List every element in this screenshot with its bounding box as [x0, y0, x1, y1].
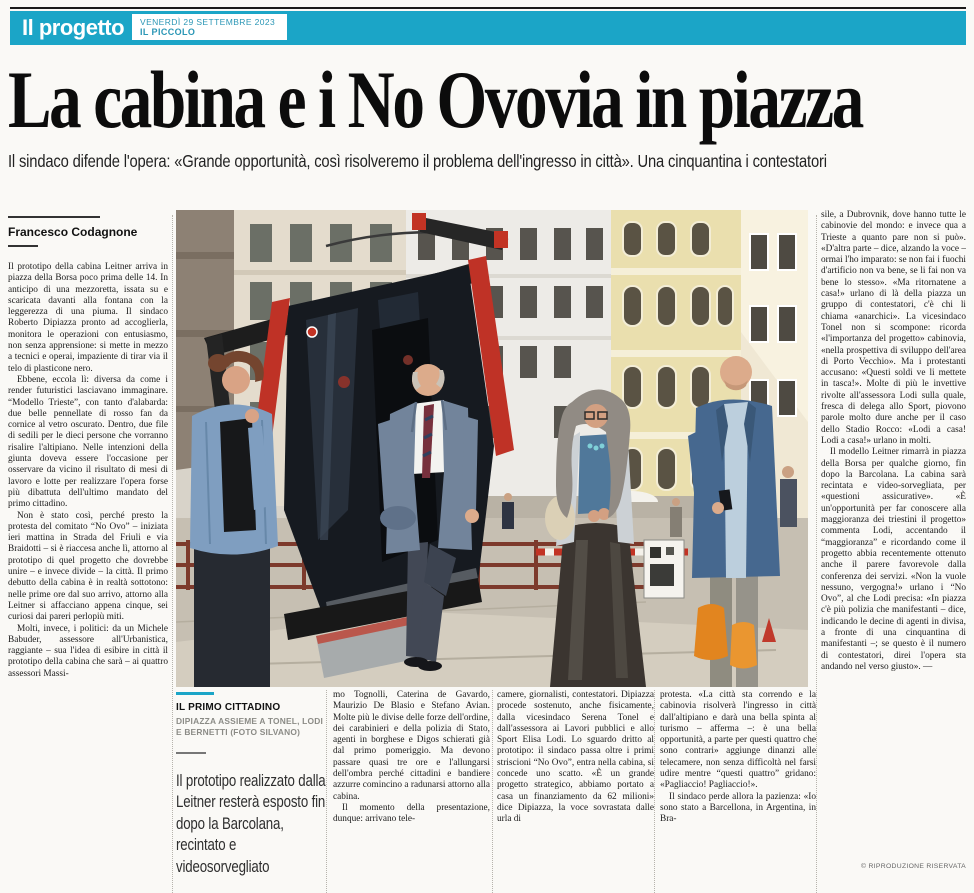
- column-separator: [816, 215, 817, 893]
- date-box: [132, 14, 287, 40]
- paragraph: camere, giornalisti, contestatori. Dipiazza procede sostenuto, anche fisicamente, dalla vicesindaco Serena Tonel e dall'assessora ai Lavori pubblici e allo Sport Elisa Lodi. Lo sguardo dritto al prototipo: il sindaco passa oltre i primi striscioni “No Ovo”, entra nella cabina, si concede uno scatto. «È un grande progetto strategico, abbiamo portato a casa un finanziamento da 62 milioni» dice Dipiazza, la voce sovrastata dalle urla di: [497, 690, 654, 825]
- paragraph: Il modello Leitner rimarrà in piazza della Borsa per qualche giorno, fin dopo la Barcolana. La cabina sarà recintata e video-sorvegliata, per «questioni assicurative». «È un'opportunità per far conoscere alla maggioranza dei triestini il progetto» commenta Lodi, accentando il “maggioranza” e ricordando come il progetto abbia recentemente ottenuto anche il parere favorevole dalla conferenza dei servizi. «Non la vuole nessuno, vergogna!» urlano i “No Ovo”, al che Lodi precisa: «In piazza c'è più polizia che manifestanti – dice, indicando le decine di agenti in divisa, a fronte di una cinquantina di manifestanti –; se questo è il numero di contestatori, direi l'opera sta andando nel verso giusto». —: [821, 447, 966, 672]
- caption-block: [176, 692, 324, 877]
- caption-kicker: IL PRIMO CITTADINO: [176, 702, 281, 713]
- paragraph: Molti, invece, i politici: da un Michele Babuder, assessore all'Urbanistica, raggiante – sua l'idea di esibire in città il prototipo della cabina che sarà – ai quattro assessori Massi-: [8, 623, 168, 679]
- masthead-title: IL PICCOLO: [140, 27, 196, 37]
- section-kicker: Il progetto: [22, 15, 125, 40]
- paragraph: mo Tognolli, Caterina de Gavardo, Maurizio De Blasio e Stefano Avian. Molte più le divise delle forze dell'ordine, dei carabinieri e della polizia di Stato, agenti in borghese e Digos schierati già dal primo pomeriggio. Ma devono passare quasi tre ore e l'allungarsi dell'ombra perché cittadini e bandiere azzurre comincino a radunarsi attorno alla cabina.: [333, 690, 490, 802]
- copyright-notice: © RIPRODUZIONE RISERVATA: [861, 863, 966, 870]
- byline-rule-bottom: [8, 245, 38, 247]
- piazza-photo: [176, 210, 808, 687]
- top-rule: [10, 7, 966, 9]
- paragraph: sile, a Dubrovnik, dove hanno tutte le cabinovie del mondo: e invece qua a Trieste a quanto pare non si può». «D'altra parte – dice, alzando la voce – ormai l'ho imparato: se non fai i fuochi d'artificio non va bene, se li fai non va bene lo stesso». «Ma ritornatene a casa!» urlano di là della piazza un gruppo di contestatori, c'è chi li chiama «anarchici». La vicesindaco Tonel non si scompone: ricorda «l'importanza del progetto» cabinovia, «nella prospettiva di sviluppo dell'area di Porto Vecchio». Ma i protestanti accusano: «Questi soldi ve li mettete in tasca!». Molte di più le invettive rivolte all'assessora Lodi sulla quale, fresca di delega allo Sport, piovono parole molto dure anche per il caso dello Stadio Rocco: «Lodi a casa! Lodi a casa!» urlano in molti.: [821, 210, 966, 446]
- column-separator: [326, 690, 327, 893]
- caption-accent-rule: [176, 692, 214, 695]
- paragraph: Non è stato così, perché presto la protesta del comitato “No Ovo” – iniziata ieri mattina in Strada del Friuli e via Braidotti – si è riaccesa anche lì, attorno al prototipo di quel progetto che dovrebbe unire – e invece divide – la città. Il primo debutto della cabina è in realtà sottotono: nelle prime ore dal suo arrivo, attorno alla Leitner si affacciano appena cinque, sei curiosi dai pareri perlopiù miti.: [8, 510, 168, 623]
- subheadline: Il sindaco difende l'opera: «Grande opportunità, così risolveremo il problema dell'ingresso in città». Una cinquantina i contestatori: [8, 151, 827, 171]
- headline: La cabina e i No Ovovia in piazza: [8, 54, 862, 145]
- article-column-1: [8, 262, 168, 893]
- paragraph: Il sindaco perde allora la pazienza: «Io sono stato a Barcellona, in Argentina, in Bra-: [660, 791, 816, 825]
- byline-block: [8, 216, 168, 247]
- paragraph: protesta. «La città sta correndo e la cabinovia risolverà l'ingresso in città dall'altipiano e darà una bella spinta al turismo – afferma –: è una bella opportunità, a parte per questi quattro che sono contrari» aggiunge dinanzi alle telecamere, non senza difficoltà nel farsi udire mentre “questi quattro” gridano: «Pagliaccio! Pagliaccio!».: [660, 690, 816, 791]
- piazza-photo-art: [176, 210, 808, 687]
- article-column-2: [333, 690, 490, 893]
- caption-divider: [176, 752, 206, 754]
- pull-quote: Il prototipo realizzato dalla Leitner resterà esposto fin dopo la Barcolana, recintato e videosorvegliato: [176, 770, 326, 876]
- photo-caption: DIPIAZZA ASSIEME A TONEL, LODI E BERNETTI (FOTO SILVANO): [176, 716, 323, 737]
- article-column-5: [821, 210, 966, 865]
- paragraph: Il prototipo della cabina Leitner arriva in piazza della Borsa poco prima delle 14. In anticipo di una mezzoretta, issata su e scaricata davanti alla fontana con la leggerezza di una piuma. Il sindaco Roberto Dipiazza pronto ad accoglierla, monitora le operazioni con entusiasmo, non senza apprensione: si mette in mezzo a tecnici e operai, impaziente di tirar via il telo di plasticone nero.: [8, 262, 168, 374]
- paragraph: Ebbene, eccola lì: diversa da come i render futuristici lasciavano immaginare. “Modello Trieste”, con tanto d'alabarda: due belle pennellate di rosso fan da cornice al vetro oscurato. Dentro, due file di sedili per le dieci persone che vorranno risalire l'altipiano. Nelle intenzioni della giunta doveva essere l'occasione per osservare da vicino il risultato di mesi di lavoro e lotte per realizzare l'opera forse più dibattuta dell'ultimo mandato del primo cittadino.: [8, 374, 168, 510]
- article-column-4: [660, 690, 816, 893]
- column-separator: [172, 215, 173, 893]
- paragraph: Il momento della presentazione, dunque: arrivano tele-: [333, 802, 490, 825]
- qr-info-sign: [644, 540, 684, 598]
- byline: Francesco Codagnone: [8, 225, 138, 239]
- column-separator: [654, 690, 655, 893]
- article-column-3: [497, 690, 654, 893]
- byline-rule-top: [8, 216, 100, 218]
- dateline: VENERDÌ 29 SETTEMBRE 2023: [140, 17, 276, 27]
- section-band: [10, 11, 966, 45]
- column-separator: [492, 690, 493, 893]
